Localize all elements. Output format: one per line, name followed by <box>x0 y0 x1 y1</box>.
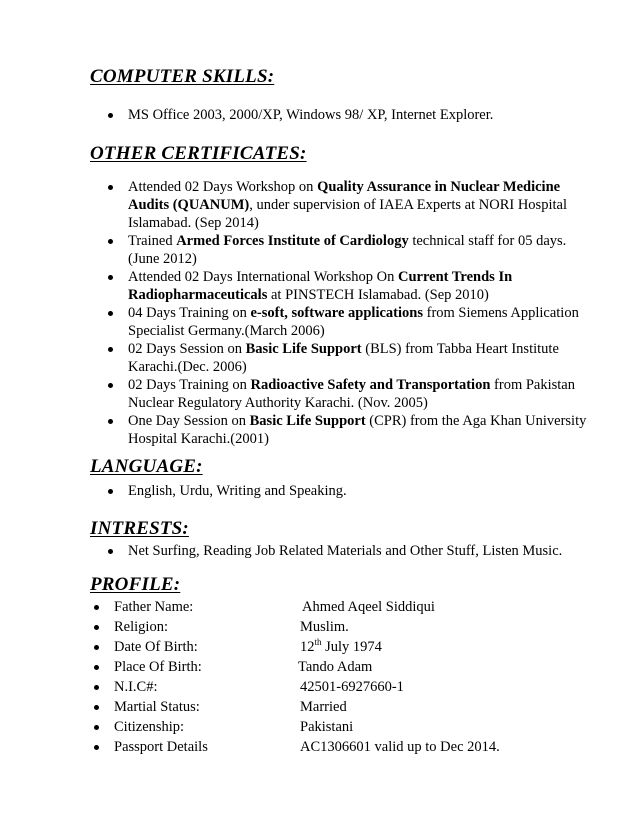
profile-row-citizenship <box>92 718 592 736</box>
list-item: One Day Session on Basic Life Support (CPR) from the Aga Khan University Hospital Karachi.(2001) <box>128 413 587 447</box>
profile-row-date-of-birth <box>92 638 592 656</box>
profile-row-place-of-birth <box>92 658 592 676</box>
list-item: MS Office 2003, 2000/XP, Windows 98/ XP, Internet Explorer. <box>128 106 588 124</box>
list-item: 04 Days Training on e-soft, software applications from Siemens Application Specialist Germany.(March 2006) <box>128 304 588 340</box>
interests-heading: INTRESTS: <box>90 518 189 539</box>
field-label: Religion: <box>114 619 168 635</box>
profile-row-religion <box>92 618 592 636</box>
field-value: AC1306601 valid up to Dec 2014. <box>300 739 500 755</box>
certificates-list <box>128 178 588 448</box>
field-value: Tando Adam <box>298 659 373 675</box>
list-item: Trained Armed Forces Institute of Cardiology technical staff for 05 days. (June 2012) <box>128 232 588 268</box>
field-label: Father Name: <box>114 599 194 615</box>
list-item: Net Surfing, Reading Job Related Materials and Other Stuff, Listen Music. <box>128 542 588 560</box>
profile-list <box>92 598 592 756</box>
list-item: English, Urdu, Writing and Speaking. <box>128 482 588 500</box>
list-item: 02 Days Session on Basic Life Support (BLS) from Tabba Heart Institute Karachi.(Dec. 2006) <box>128 340 588 376</box>
field-label: Martial Status: <box>114 699 200 715</box>
field-value: 42501-6927660-1 <box>300 679 404 695</box>
field-value: 12th July 1974 <box>300 637 382 655</box>
field-label: Place Of Birth: <box>114 659 202 675</box>
profile-row-passport <box>92 738 592 756</box>
field-value: Married <box>300 699 347 715</box>
computer-skills-heading: COMPUTER SKILLS: <box>90 66 275 87</box>
field-label: Citizenship: <box>114 719 185 735</box>
field-value: Ahmed Aqeel Siddiqui <box>302 599 435 615</box>
list-item: Attended 02 Days International Workshop On Current Trends In Radiopharmaceuticals at PINSTECH Islamabad. (Sep 2010) <box>128 268 588 304</box>
profile-row-nic <box>92 678 592 696</box>
field-label: Passport Details <box>114 739 208 755</box>
field-label: N.I.C#: <box>114 679 158 695</box>
profile-row-father-name <box>92 598 592 616</box>
other-certificates-heading: OTHER CERTIFICATES: <box>90 143 307 164</box>
interests-list <box>128 542 588 560</box>
field-value: Pakistani <box>300 719 354 735</box>
list-item: Attended 02 Days Workshop on Quality Assurance in Nuclear Medicine Audits (QUANUM), under supervision of IAEA Experts at NORI Hospital Islamabad. (Sep 2014) <box>128 178 588 232</box>
language-list <box>128 482 588 500</box>
field-label: Date Of Birth: <box>114 639 198 655</box>
list-item: 02 Days Training on Radioactive Safety and Transportation from Pakistan Nuclear Regulatory Authority Karachi. (Nov. 2005) <box>128 376 588 412</box>
profile-heading: PROFILE: <box>90 574 181 595</box>
field-value: Muslim. <box>300 619 349 635</box>
profile-row-marital-status <box>92 698 592 716</box>
language-heading: LANGUAGE: <box>90 456 203 477</box>
computer-skills-list <box>128 106 588 124</box>
